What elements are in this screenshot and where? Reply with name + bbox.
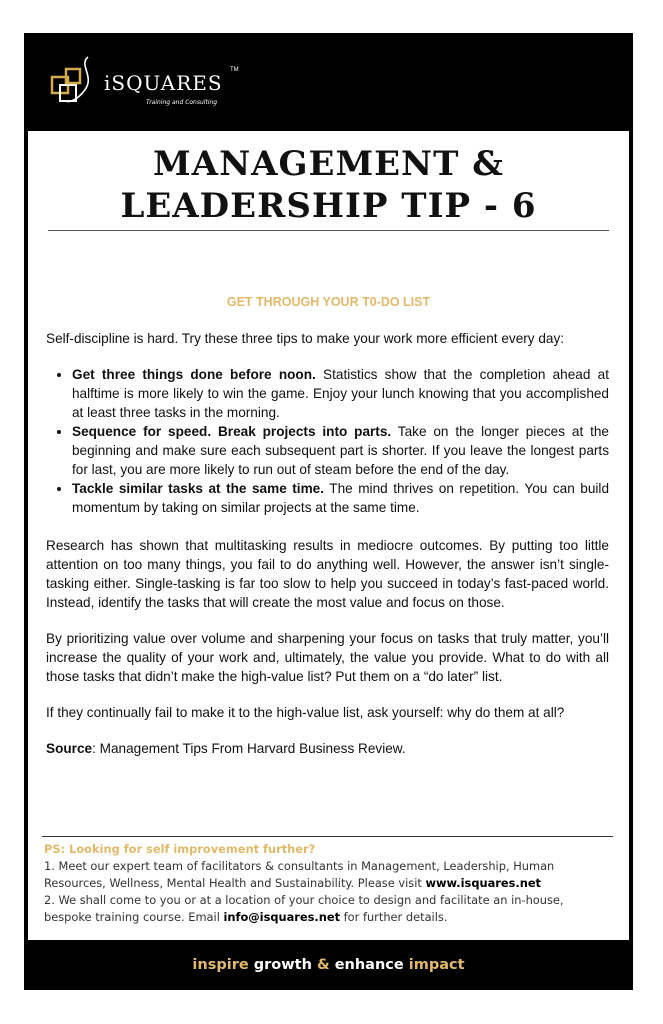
ps-divider xyxy=(42,836,613,837)
website-link[interactable]: www.isquares.net xyxy=(425,876,541,890)
section-heading: GET THROUGH YOUR T0-DO LIST xyxy=(226,295,431,309)
title-line-1: MANAGEMENT & xyxy=(153,144,504,184)
logo-wordmark: iSQUARES xyxy=(104,71,223,95)
isquares-logo xyxy=(48,51,248,121)
header-banner xyxy=(28,37,629,131)
ps-section xyxy=(44,841,613,926)
list-item xyxy=(72,422,609,479)
list-item xyxy=(72,479,609,517)
title-divider xyxy=(48,230,609,231)
page-title xyxy=(28,143,629,227)
squares-logo-icon xyxy=(48,51,108,111)
ps-item-1: 1. Meet our expert team of facilitators & consultants in Management, Leadership, Human Resources, Wellness, Mental Health and Sustainability. Please visit www.isquares.net xyxy=(44,859,555,890)
logo-trademark: TM xyxy=(230,67,239,73)
paragraph-prioritizing: By prioritizing value over volume and sharpening your focus on tasks that truly matter, you’ll increase the quality of your work and, ultimately, the value you provide. What to do with all those tasks that didn’t make the high-value list? Put them on a “do later” list. xyxy=(46,631,609,684)
page-frame xyxy=(24,33,633,990)
ps-item-2: 2. We shall come to you or at a location of your choice to design and facilitate an in-house, bespoke training course. Email info@isquares.net for further details. xyxy=(44,893,564,924)
source-text: : Management Tips From Harvard Business Review. xyxy=(92,741,406,756)
tip-text: Statistics show that the completion ahead at halftime is more likely to win the game. Enjoy your lunch knowing that you accomplished at least three tasks in the morning. xyxy=(72,367,609,420)
title-line-2: LEADERSHIP TIP - 6 xyxy=(120,186,537,226)
paragraph-multitasking: Research has shown that multitasking results in mediocre outcomes. By putting too little attention on too many things, you fail to do anything well. However, the answer isn’t single-tasking either. Single-tasking is far too slow to help you succeed in today’s fast-paced world. Instead, identify the tasks that will create the most value and focus on those. xyxy=(46,538,609,610)
list-item xyxy=(72,365,609,422)
tip-text: Take on the longer pieces at the beginning and make sure each subsequent part is shorter. If you leave the longest parts for last, you are more likely to run out of steam before the end of the day. xyxy=(72,424,609,477)
tip-heading: Sequence for speed. Break projects into parts. xyxy=(72,424,392,439)
logo-tagline: Training and Consulting xyxy=(146,99,218,106)
tip-heading: Tackle similar tasks at the same time. xyxy=(72,481,325,496)
tip-text: The mind thrives on repetition. You can build momentum by taking on similar projects at the same time. xyxy=(72,481,610,515)
tips-list xyxy=(46,365,609,517)
ps-title: PS: Looking for self improvement further? xyxy=(44,842,316,856)
article-body xyxy=(46,329,609,775)
source-line xyxy=(46,739,609,758)
source-label: Source xyxy=(46,741,93,756)
email-link[interactable]: info@isquares.net xyxy=(223,910,341,924)
tip-heading: Get three things done before noon. xyxy=(72,367,316,382)
intro-paragraph: Self-discipline is hard. Try these three tips to make your work more efficient every day: xyxy=(46,331,565,346)
footer-slogan: inspire growth & enhance impact xyxy=(192,957,465,973)
paragraph-question: If they continually fail to make it to the high-value list, ask yourself: why do them at all? xyxy=(46,705,565,720)
footer-banner xyxy=(28,940,629,990)
